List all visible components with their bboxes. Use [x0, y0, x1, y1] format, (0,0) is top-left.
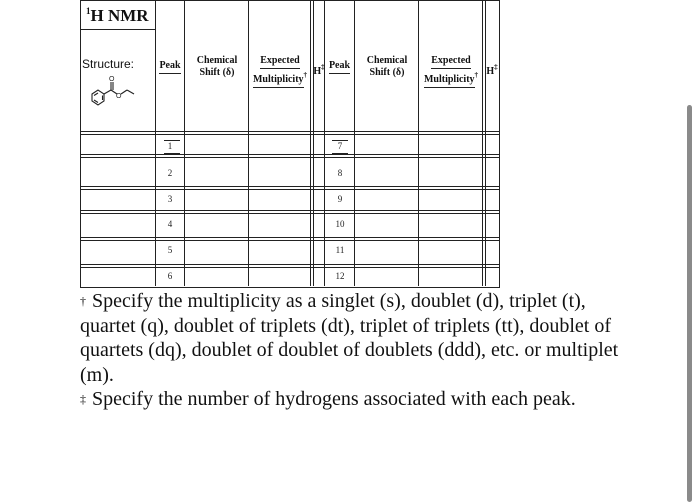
- row-divider: [80, 134, 499, 135]
- column-divider: [155, 0, 156, 286]
- peak-number: 7: [337, 141, 343, 151]
- column-divider: [313, 0, 314, 286]
- svg-text:O: O: [116, 93, 122, 100]
- nmr-table: [80, 0, 500, 288]
- nmr-section-title: $^1$H NMR: [86, 6, 149, 25]
- row-divider: [80, 267, 499, 268]
- column-divider: [248, 0, 249, 286]
- vertical-scrollbar[interactable]: [687, 105, 692, 502]
- structure-label: Structure:: [82, 57, 135, 71]
- peak-number: 10: [335, 219, 345, 229]
- column-divider: [482, 0, 483, 286]
- peak-number: 5: [167, 245, 173, 255]
- peak-number: 8: [337, 168, 343, 178]
- column-divider: [184, 0, 185, 286]
- peak-number: 6: [167, 271, 173, 281]
- chemical-shift-header-left: Chemical Shift (δ): [196, 55, 238, 78]
- row-divider: [80, 264, 499, 265]
- hydrogens-header-left: H‡: [313, 63, 325, 77]
- peak-number: 4: [167, 219, 173, 229]
- peak-header-left: Peak: [156, 60, 184, 74]
- column-divider: [354, 0, 355, 286]
- row-divider: [80, 157, 499, 158]
- row-divider: [80, 189, 499, 190]
- peak-header-right: Peak: [325, 60, 354, 74]
- dagger-mark: †: [80, 294, 86, 308]
- column-divider: [418, 0, 419, 286]
- double-dagger-mark: ‡: [80, 392, 86, 406]
- row-divider: [80, 186, 499, 187]
- table-border: [80, 0, 500, 288]
- hydrogens-header-right: H‡: [486, 63, 498, 77]
- multiplicity-header-left: Expected Multiplicity†: [249, 55, 311, 88]
- row-divider: [80, 131, 499, 132]
- column-divider: [310, 0, 311, 286]
- ethyl-benzoate-structure: [84, 74, 158, 114]
- chemical-shift-header-right: Chemical Shift (δ): [366, 55, 408, 78]
- column-divider: [485, 0, 486, 286]
- row-divider: [80, 240, 499, 241]
- peak-number: 12: [335, 271, 345, 281]
- multiplicity-header-right: Expected Multiplicity†: [419, 55, 483, 88]
- peak-number: 3: [167, 194, 173, 204]
- row-divider: [80, 29, 156, 30]
- row-divider: [80, 210, 499, 211]
- multiplicity-footnote: † Specify the multiplicity as a singlet (s), doublet (d), triplet (t), quartet (q), doublet of triplets (dt), triplet of triplets (tt), doublet of quartets (dq), doublet of doublet of doublets (ddd), etc. or multiplet (m).: [80, 290, 619, 386]
- svg-text:O: O: [109, 76, 115, 83]
- column-divider: [324, 0, 325, 286]
- row-divider: [80, 213, 499, 214]
- row-divider: [80, 237, 499, 238]
- peak-number: 9: [337, 194, 343, 204]
- peak-number: 1: [167, 141, 173, 151]
- row-divider: [80, 154, 499, 155]
- peak-number: 11: [335, 245, 345, 255]
- footnotes: [80, 289, 640, 412]
- peak-number: 2: [167, 168, 173, 178]
- hydrogens-footnote: ‡ Specify the number of hydrogens associated with each peak.: [80, 388, 576, 410]
